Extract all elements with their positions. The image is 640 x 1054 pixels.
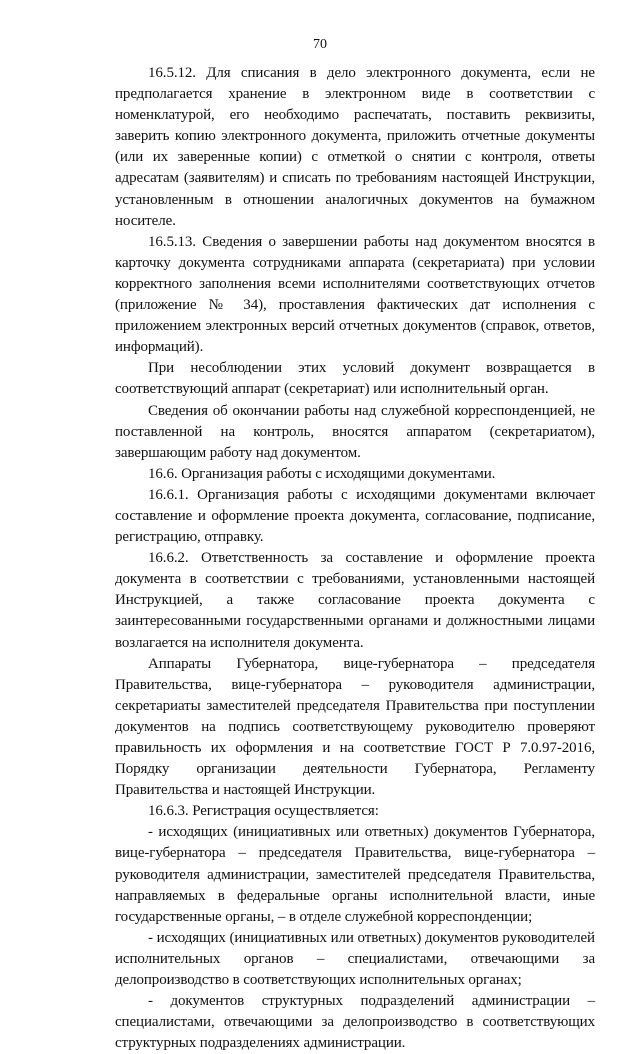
paragraph-apparatus-check: Аппараты Губернатора, вице-губернатора – председателя Правительства, вице-губернатора – руководителя администрации, секретариаты заместителей председателя Правительства при поступлении документов на подпись соответствующему руководителю проверяют правильность их оформления и на соответствие ГОСТ Р 7.0.97-2016, Порядку организации деятельности Губернатора, Регламенту Правительства и настоящей Инструкции. <box>115 655 595 799</box>
paragraph-16-5-13: 16.5.13. Сведения о завершении работы над документом вносятся в карточку документа сотрудниками аппарата (секретариата) при условии корректного заполнения всеми исполнителями соответствующих отчетов (приложение № 34), проставления фактических дат исполнения с приложением электронных версий отчетных документов (справок, ответов, информаций). <box>115 233 595 356</box>
list-item-executive-bodies: - исходящих (инициативных или ответных) документов руководителей исполнительных органов – специалистами, отвечающими за делопроизводство в соответствующих исполнительных органах; <box>115 929 595 989</box>
paragraph-return-condition: При несоблюдении этих условий документ возвращается в соответствующий аппарат (секретариат) или исполнительный орган. <box>115 360 595 398</box>
paragraph-16-5-12: 16.5.12. Для списания в дело электронного документа, если не предполагается хранение в электронном виде в соответствии с номенклатурой, его необходимо распечатать, поставить реквизиты, заверить копию электронного документа, приложить отчетные документы (или их заверенные копии) с отметкой о снятии с контроля, ответы адресатам (заявителям) и списать по требованиям настоящей Инструкции, установленным в отношении аналогичных документов на бумажном носителе. <box>115 65 595 229</box>
paragraph-uncontrolled-correspondence: Сведения об окончании работы над служебной корреспонденцией, не поставленной на контроль, вносятся аппаратом (секретариатом), завершающим работу над документом. <box>115 402 595 461</box>
list-item-structural-units: - документов структурных подразделений администрации – специалистами, отвечающими за делопроизводство в соответствующих структурных подразделениях администрации. <box>115 993 595 1052</box>
paragraph-16-6-2: 16.6.2. Ответственность за составление и оформление проекта документа в соответствии с требованиями, установленными настоящей Инструкцией, а также согласование проекта документа с заинтересованными государственными органами и должностными лицами возлагается на исполнителя документа. <box>115 550 595 651</box>
page-number: 70 <box>313 37 327 52</box>
section-heading-16-6: 16.6. Организация работы с исходящими документами. <box>148 465 496 482</box>
paragraph-16-6-1: 16.6.1. Организация работы с исходящими документами включает составление и оформление проекта документа, согласование, подписание, регистрацию, отправку. <box>115 486 595 546</box>
list-item-governor-documents: - исходящих (инициативных или ответных) документов Губернатора, вице-губернатора – председателя Правительства, вице-губернатора – руководителя администрации, заместителей председателя Правительства, направляемых в федеральные органы исполнительной власти, иные государственные органы, – в отделе служебной корреспонденции; <box>115 824 595 925</box>
paragraph-16-6-3: 16.6.3. Регистрация осуществляется: <box>148 803 379 820</box>
document-body <box>115 63 595 1054</box>
